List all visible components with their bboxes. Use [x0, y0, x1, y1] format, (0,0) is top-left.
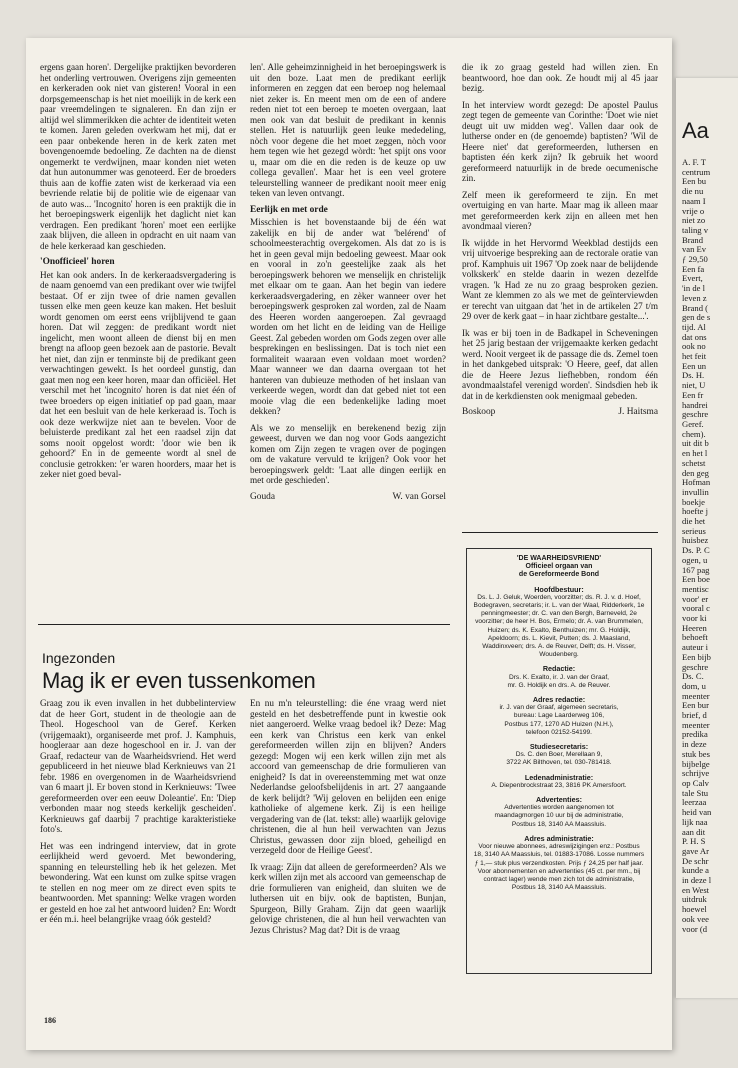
signature-place: Gouda: [250, 491, 275, 502]
paragraph: len'. Alle geheimzinnigheid in het beroepingswerk is uit den boze. Laat men de predikant eerlijk informeren en zeggen dat een beroep nog helemaal niet zeker is. En meent men om de een of andere reden niet tot een beroep te moeten overgaan, laat men ook van dat besluit de predikant in kennis stellen. Het is natuurlijk geen leuke mededeling, nòch voor degene die het moet zeggen, nòch voor hem tegen wie het gezegd wòrdt: 'het spijt ons voor u, maar om die en die reden is de keuze op uw collega gevallen'. Maar het is een veel grotere teleurstelling wanneer de predikant nooit meer enig teken van leven ontvangt.: [250, 62, 446, 198]
subheading: 'Onofficieel' horen: [40, 257, 115, 267]
adjacent-page-text: A. F. T centrum Een bu die nu naam I vrije o niet zo taling v Brand van Ev ƒ 29,50 Een fa Evert, 'in de l leven z Brand ( gen de s tijd. Al dat ons ook no het feit Een un Ds. H. niet, U Een fr handrei geschre Geref. chem). uit dit b en het l schetst den geg Hofman invullin boekje hoefte j die het serieus huisbez Ds. P. C ogen, u 167 pag Een boe mentisc voor' er vooral c voor ki Heeren behoeft auteur i Een bijb geschre Ds. C. dom, u meenter Een bur brief, d meenter predika in deze stuk bes bijbelge schrijve op Calv tale Stu leerzaa heid van lijk naa aan dit P. H. S gave Ar De schr kunde a in deze l en West uitdruk hoewel ook vee voor (d: [682, 157, 712, 934]
paragraph: Ik wijdde in het Hervormd Weekblad destijds een vrij uitvoerige bespreking aan de rectorale oratie van prof. Kamphuis uit 1967 'Op zoek naar de belijdende volkskerk' en stelde daarin in wezen dezelfde vragen. 'k Had ze nu zo graag besproken gezien. Want ze klemmen zo als we met de geïnterviewden er terecht van uitgaan dat 'het in de artikelen 27 t/m 29 over de kerk gaat – in haar zichtbare gestalte...'.: [462, 237, 658, 321]
paragraph: En nu m'n teleurstelling: die éne vraag werd niet gesteld en het desbetreffende punt in kwestie ook niet aangeroerd. Welke vraag bedoel ik? Deze: Mag een kerk van Christus een kerk van enkel gereformeerden willen zijn en blijven? Anders gezegd: Mogen wij een kerk willen zijn met als accoord van gemeenschap de drie formulieren van enigheid? Is dat in overeenstemming met wat onze Nederlandse geloofsbelijdenis in art. 27 aangaande de kerk belijdt? 'Wij geloven en belijden een enige katholieke of algemene kerk. Zij is een heilige vergadering van de (lat. tekst: alle) waarlijk gelovige christenen, die al hun heil verwachten van Jezus Christus, gewassen door zijn bloed, geheiligd en verzegeld door de Heilige Geest'.: [250, 698, 446, 855]
colophon-text: 3722 AK Bilthoven, tel. 030-781418.: [506, 759, 612, 767]
colophon-box: [466, 548, 652, 974]
colophon-text: ir. J. van der Graaf, algemeen secretaris,: [499, 704, 619, 712]
horizontal-rule: [462, 532, 658, 533]
adjacent-page-title: Aa: [682, 118, 709, 143]
colophon-subtitle: de Gereformeerde Bond: [518, 571, 600, 579]
signature: [250, 492, 446, 503]
column-3: [462, 62, 658, 418]
colophon-text: Ds. L. J. Geluk, Woerden, voorzitter; ds. R. J. v. d. Hoef, Bodegraven, secretaris; ir. L. van der Waal, Ridderkerk, 1e penningmeester; dr. C. van den Bergh, Barneveld, 2e voorzitter; de heer H. Bos, Ermelo; dr. A. van Brummelen, Huizen; ds. K. Exalto, Benthuizen; mr. G. Holdijk, Apeldoorn; ds. L. Kievit, Putten; ds. J. Maasland, Waddinxveen; drs. A. de Reuver, Delft; ds. H. Visser, Woudenberg.: [473, 593, 645, 659]
paragraph: Ik was er bij toen in de Badkapel in Scheveningen het 25 jarig bestaan der vrijgemaakte kerken gedacht werd. Nooit vergeet ik de passage die ds. Zemel toen in het dankgebed uitsprak: 'O Heere, geef, dat allen die de Heere Jezus liefhebben, rondom één avondmaalstafel verenigd worden'. Sindsdien heb ik dat in de kerkdiensten ook menigmaal gebeden.: [462, 327, 658, 401]
colophon-text: telefoon 02152-54199.: [526, 728, 592, 736]
adjacent-page: [676, 78, 738, 998]
paragraph: Misschien is het bovenstaande bij de één wat zakelijk en bij de ander wat 'belérend' of schoolmeesterachtig overgekomen. Als dat zo is is het in geen geval mijn bedoeling geweest. Maar ook en vooral in zo'n geestelijke zaak als het beroepingswerk behoren we menselijk en christelijk met elkaar om te gaan. Aan het begin van iedere kerkeraadsvergadering, en zèker wanneer over het beroepingswerk gesproken zal worden, zal de Naam des Heeren worden aangeroepen. Zal gevraagd worden om het licht en de leiding van de Heilige Geest. Zal gebeden worden om Gods zegen over alle besprekingen en beslissingen. Dat is toch niet een formaliteit waaraan even voldaan moet worden? Maar wanneer we dan daarna overgaan tot het hanteren van dubieuze methoden of het inslaan van verkeerde wegen, wordt dan dat gebed niet tot een mooie vlag die een bedenkelijke lading moet dekken?: [250, 217, 446, 416]
section-label: Ingezonden: [42, 650, 116, 666]
colophon-text: Voor nieuwe abonnees, adreswijzigingen enz.: Postbus 18, 3140 AA Maassluis, tel. 01883-17086. Losse nummers ƒ 1,— stuk plus verzendkosten. Prijs ƒ 24,25 per half jaar. Voor abonnementen en advertenties (45 ct. per mm., bij contract lager) wende men zich tot de administratie, Postbus 18, 3140 AA Maassluis.: [473, 843, 645, 892]
article-headline: Mag ik er even tussenkomen: [42, 668, 316, 693]
signature-author: J. Haitsma: [618, 407, 658, 417]
colophon-text: Postbus 18, 3140 AA Maassluis.: [511, 820, 607, 828]
colophon-text: mr. G. Holdijk en drs. A. de Reuver.: [507, 681, 611, 689]
column-4: [40, 698, 236, 931]
colophon-text: A. Diepenbrockstraat 23, 3816 PK Amersfoort.: [491, 781, 627, 789]
colophon-subtitle: Officieel orgaan van: [525, 563, 593, 571]
paragraph: ergens gaan horen'. Dergelijke praktijken bevorderen het onderling vertrouwen. Overigens zijn gemeenten en kerkeraden ook niet van gisteren! Vooral in een dorpsgemeenschap is het niet moeilijk in de kerk een paar vreemdelingen te signaleren. En dan zijn er altijd wel slimmerikken die achter de identiteit weten te komen. Jaren geleden overkwam het mij, dat er een paar onbekende heren in de kerk zaten met bovengenoemde bedoeling. Ze dachten na de dienst ongemerkt te verdwijnen, maar konden niet weten dat hun autonummer was genoteerd. Eer de broeders thuis aan de koffie zaten wist de kerkeraad via een bevriende relatie bij de politie wie de eigenaar van de auto was... 'Incognito' horen is een praktijk die in het beroepingswerk eigenlijk het daglicht niet kan verdragen. Een predikant 'horen' moet een eerlijke zaak blijven, die alleen in opdracht en uit naam van de hele kerkeraad kan geschieden.: [40, 62, 236, 251]
paragraph: In het interview wordt gezegd: De apostel Paulus zegt tegen de gemeente van Corinthe: 'Doet wie niet deugt uit uw midden weg'. Vallen daar ook de lutherse onder en (de genoemde) baptisten? 'Wil de Heere niet' dat gereformeerden, luthersen en baptisten één kerk zijn? Ik gebruik het woord gereformeerd natuurlijk in de brede oecumenische zin.: [462, 99, 658, 183]
colophon-heading: Adres administratie:: [524, 833, 594, 843]
paragraph: Graag zou ik even invallen in het dubbelinterview dat de heer Gort, student in de theologie aan de Theol. Hogeschool van de Geref. Kerken (vrijgemaakt), organiseerde met prof. J. Kamphuis, hoogleraar aan deze hogeschool en ir. J. van der Graaf, redacteur van de Waarheidsvriend. Het werd gepubliceerd in het nieuwe blad Kerknieuws van 21 febr. 1986 en overgenomen in de Waarheidsvriend van 6 maart jl. Er boven stond in Kerknieuws: 'Twee gereformeerden over een eeuw Doleantie'. En: 'Diep verbonden maar nog steeds kerkelijk gescheiden'. Kerknieuws gaf daarbij 7 prachtige karakteristieke foto's.: [40, 698, 236, 834]
paragraph: Zelf meen ik gereformeerd te zijn. En met overtuiging en van harte. Maar mag ik alleen maar met gereformeerden kerk zijn en alleen met hen avondmaal vieren?: [462, 189, 658, 231]
colophon-heading: Hoofdbestuur:: [534, 584, 584, 594]
colophon-heading: Adres redactie:: [532, 695, 586, 705]
colophon-text: Drs. K. Exalto, ir. J. van der Graaf,: [508, 673, 610, 681]
column-5: [250, 698, 446, 941]
colophon-title: 'DE WAARHEIDSVRIEND': [516, 555, 602, 562]
paragraph: Het kan ook anders. In de kerkeraadsvergadering is de naam genoemd van een predikant over wie twijfel bestaat. Of er zijn twee of drie namen gevallen tussen elke men geen keuze kan maken. Het besluit wordt genomen om eerst eens vrijblijvend te gaan horen. Dat wil zeggen: de predikant wordt niet ingelicht, men woont alleen de dienst bij en men brengt na afloop geen bezoek aan de pastorie. Bevalt het niet, dan zijn er tenminste bij de predikant geen verwachtingen gewekt. Is het oordeel gunstig, dan gaat men nog een keer horen, maar dan officiëel. Het verschil met het 'incognito' horen is dat niet één of twee broeders op eigen initiatief op pad gaan, maar dat het een besluit van de hele kerkeraad is. Toch is ook deze werkwijze niet aan te bevelen. Voor de beluisterde predikant zal het een raadsel zijn dat soms nooit opgelost wordt: 'door wie ben ik gehoord?' En in de gemeente wordt al snel de conclusie getrokken: 'er waren hoorders, maar het is zeker niet goed beval-: [40, 269, 236, 479]
paragraph: die ik zo graag gesteld had willen zien. En beantwoord, hoe dan ook. Ze houdt mij al 45 jaar bezig.: [462, 62, 658, 93]
horizontal-rule: [38, 624, 450, 625]
paragraph: Als we zo menselijk en berekenend bezig zijn geweest, durven we dan nog voor Gods aangezicht komen om Zijn zegen te vragen over de pogingen om de vakature vervuld te krijgen? Ook voor het beroepingswerk geldt: 'Laat alle dingen eerlijk en met orde geschieden'.: [250, 422, 446, 485]
colophon-text: Ds. C. den Boer, Merellaan 9,: [515, 751, 603, 759]
colophon-text: Advertenties worden aangenomen tot: [504, 804, 614, 812]
colophon-heading: Advertenties:: [536, 795, 582, 805]
colophon-heading: Studiesecretaris:: [529, 742, 589, 752]
signature: [462, 407, 658, 418]
colophon-text: maandagmorgen 10 uur bij de administratie,: [494, 812, 624, 820]
signature-place: Boskoop: [462, 407, 496, 417]
paragraph: Ik vraag: Zijn dat alleen de gereformeerden? Als we kerk willen zijn met als accoord van gemeenschap de drie formulieren van enigheid, dan sluiten we de luthersen uit en bijv. ook de baptisten, Bunjan, Spurgeon, Billy Graham. Zijn dat geen waarlijk gelovige christenen, die al hun heil verwachten van Jezus Christus? Mag dat? Dit is de vraag: [250, 861, 446, 935]
colophon-text: bureau: Lage Laarderweg 106,: [513, 712, 605, 720]
column-1: [40, 62, 236, 486]
colophon-heading: Ledenadministratie:: [524, 772, 594, 782]
magazine-page: [26, 38, 672, 1050]
signature-author: W. van Gorsel: [392, 491, 446, 502]
paragraph: Het was een indringend interview, dat in grote eerlijkheid werd gevoerd. Met bewondering, spanning en teleurstelling heb ik het gelezen. Met bewondering. Wat een kunst om zulke spitse vragen te stellen en nog meer om ze direct even spits te beantwoorden. Met spanning: Welke vragen worden er gesteld en hoe zal het antwoord luiden? En: Wordt er één m.i. heel belangrijke vraag óók gesteld?: [40, 840, 236, 924]
colophon-heading: Redactie:: [542, 664, 576, 674]
colophon-text: Postbus 177, 1270 AD Huizen (N.H.),: [504, 720, 614, 728]
subheading: Eerlijk en met orde: [250, 204, 328, 215]
page-number: 186: [44, 1016, 56, 1025]
column-2: [250, 62, 446, 502]
